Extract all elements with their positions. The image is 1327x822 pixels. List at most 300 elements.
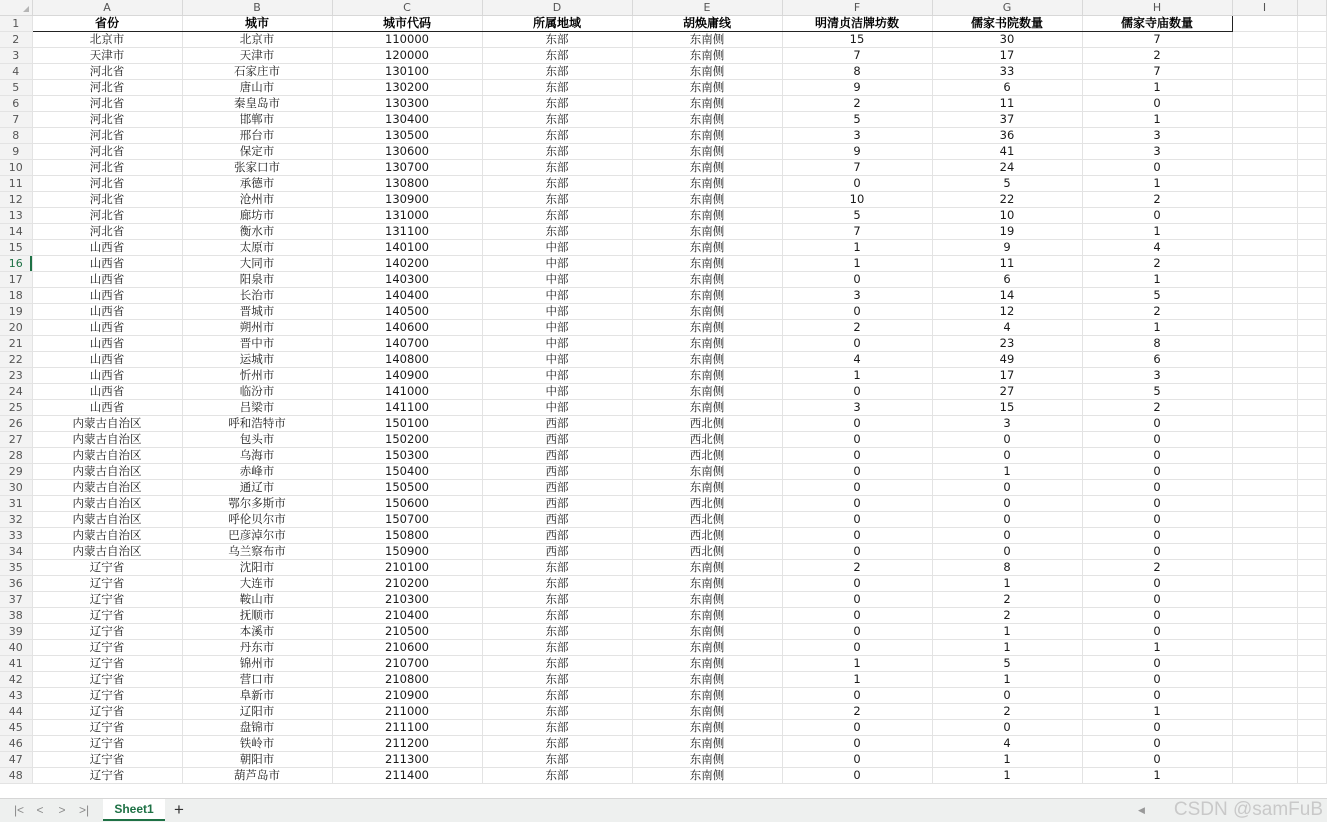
data-cell[interactable]: 210200 bbox=[332, 576, 482, 592]
data-cell[interactable]: 东南侧 bbox=[632, 768, 782, 784]
row-number[interactable]: 16 bbox=[0, 256, 32, 272]
data-cell[interactable]: 东南侧 bbox=[632, 304, 782, 320]
data-cell[interactable]: 中部 bbox=[482, 304, 632, 320]
data-cell[interactable]: 150500 bbox=[332, 480, 482, 496]
data-cell[interactable]: 210500 bbox=[332, 624, 482, 640]
data-cell[interactable]: 东南侧 bbox=[632, 656, 782, 672]
row-number[interactable]: 38 bbox=[0, 608, 32, 624]
row-number[interactable]: 11 bbox=[0, 176, 32, 192]
data-cell[interactable]: 东南侧 bbox=[632, 336, 782, 352]
data-cell[interactable]: 0 bbox=[932, 720, 1082, 736]
data-cell[interactable]: 东部 bbox=[482, 128, 632, 144]
data-cell[interactable]: 6 bbox=[932, 80, 1082, 96]
column-header-blank[interactable] bbox=[1297, 0, 1327, 16]
row-number[interactable]: 12 bbox=[0, 192, 32, 208]
data-cell[interactable]: 130800 bbox=[332, 176, 482, 192]
data-cell[interactable]: 西部 bbox=[482, 416, 632, 432]
header-cell[interactable]: 城市代码 bbox=[332, 16, 482, 32]
data-cell[interactable]: 130200 bbox=[332, 80, 482, 96]
empty-cell[interactable] bbox=[1232, 32, 1297, 48]
data-cell[interactable]: 河北省 bbox=[32, 176, 182, 192]
data-cell[interactable]: 东南侧 bbox=[632, 464, 782, 480]
data-cell[interactable]: 1 bbox=[782, 240, 932, 256]
data-cell[interactable]: 长治市 bbox=[182, 288, 332, 304]
column-header-a[interactable]: A bbox=[32, 0, 182, 16]
data-cell[interactable]: 130400 bbox=[332, 112, 482, 128]
data-cell[interactable]: 保定市 bbox=[182, 144, 332, 160]
data-cell[interactable]: 4 bbox=[782, 352, 932, 368]
empty-cell[interactable] bbox=[1297, 144, 1327, 160]
data-cell[interactable]: 东南侧 bbox=[632, 48, 782, 64]
row-number[interactable]: 35 bbox=[0, 560, 32, 576]
empty-cell[interactable] bbox=[1297, 592, 1327, 608]
data-cell[interactable]: 大同市 bbox=[182, 256, 332, 272]
data-cell[interactable]: 内蒙古自治区 bbox=[32, 528, 182, 544]
data-cell[interactable]: 0 bbox=[782, 528, 932, 544]
data-cell[interactable]: 110000 bbox=[332, 32, 482, 48]
data-cell[interactable]: 14 bbox=[932, 288, 1082, 304]
column-header-h[interactable]: H bbox=[1082, 0, 1232, 16]
data-cell[interactable]: 东部 bbox=[482, 640, 632, 656]
data-cell[interactable]: 1 bbox=[1082, 272, 1232, 288]
row-number[interactable]: 21 bbox=[0, 336, 32, 352]
column-header-e[interactable]: E bbox=[632, 0, 782, 16]
empty-cell[interactable] bbox=[1297, 176, 1327, 192]
row-number[interactable]: 39 bbox=[0, 624, 32, 640]
data-cell[interactable]: 3 bbox=[1082, 128, 1232, 144]
row-number[interactable]: 14 bbox=[0, 224, 32, 240]
data-cell[interactable]: 东南侧 bbox=[632, 736, 782, 752]
data-cell[interactable]: 30 bbox=[932, 32, 1082, 48]
data-cell[interactable]: 河北省 bbox=[32, 96, 182, 112]
data-cell[interactable]: 晋中市 bbox=[182, 336, 332, 352]
data-cell[interactable]: 15 bbox=[932, 400, 1082, 416]
row-number[interactable]: 27 bbox=[0, 432, 32, 448]
data-cell[interactable]: 5 bbox=[782, 112, 932, 128]
empty-cell[interactable] bbox=[1232, 464, 1297, 480]
data-cell[interactable]: 36 bbox=[932, 128, 1082, 144]
data-cell[interactable]: 鄂尔多斯市 bbox=[182, 496, 332, 512]
data-cell[interactable]: 石家庄市 bbox=[182, 64, 332, 80]
data-cell[interactable]: 西北侧 bbox=[632, 432, 782, 448]
data-cell[interactable]: 131000 bbox=[332, 208, 482, 224]
empty-cell[interactable] bbox=[1232, 144, 1297, 160]
empty-cell[interactable] bbox=[1297, 496, 1327, 512]
data-cell[interactable]: 东南侧 bbox=[632, 592, 782, 608]
data-cell[interactable]: 10 bbox=[782, 192, 932, 208]
empty-cell[interactable] bbox=[1232, 336, 1297, 352]
empty-cell[interactable] bbox=[1232, 528, 1297, 544]
row-number[interactable]: 3 bbox=[0, 48, 32, 64]
data-cell[interactable]: 东部 bbox=[482, 160, 632, 176]
data-cell[interactable]: 0 bbox=[1082, 480, 1232, 496]
data-cell[interactable]: 辽宁省 bbox=[32, 576, 182, 592]
empty-cell[interactable] bbox=[1297, 672, 1327, 688]
data-cell[interactable]: 承德市 bbox=[182, 176, 332, 192]
data-cell[interactable]: 东部 bbox=[482, 176, 632, 192]
empty-cell[interactable] bbox=[1297, 688, 1327, 704]
data-cell[interactable]: 5 bbox=[782, 208, 932, 224]
data-cell[interactable]: 7 bbox=[782, 48, 932, 64]
data-cell[interactable]: 5 bbox=[1082, 384, 1232, 400]
data-cell[interactable]: 东南侧 bbox=[632, 352, 782, 368]
data-cell[interactable]: 东南侧 bbox=[632, 608, 782, 624]
data-cell[interactable]: 秦皇岛市 bbox=[182, 96, 332, 112]
data-cell[interactable]: 内蒙古自治区 bbox=[32, 416, 182, 432]
row-number[interactable]: 25 bbox=[0, 400, 32, 416]
data-cell[interactable]: 辽宁省 bbox=[32, 736, 182, 752]
data-cell[interactable]: 东部 bbox=[482, 592, 632, 608]
data-cell[interactable]: 呼伦贝尔市 bbox=[182, 512, 332, 528]
data-cell[interactable]: 131100 bbox=[332, 224, 482, 240]
data-cell[interactable]: 150100 bbox=[332, 416, 482, 432]
data-cell[interactable]: 中部 bbox=[482, 400, 632, 416]
row-number[interactable]: 34 bbox=[0, 544, 32, 560]
data-cell[interactable]: 中部 bbox=[482, 384, 632, 400]
data-cell[interactable]: 0 bbox=[782, 640, 932, 656]
row-number[interactable]: 24 bbox=[0, 384, 32, 400]
data-cell[interactable]: 东南侧 bbox=[632, 208, 782, 224]
data-cell[interactable]: 东南侧 bbox=[632, 80, 782, 96]
data-cell[interactable]: 0 bbox=[932, 448, 1082, 464]
data-cell[interactable]: 0 bbox=[1082, 496, 1232, 512]
data-cell[interactable]: 东南侧 bbox=[632, 32, 782, 48]
data-cell[interactable]: 辽宁省 bbox=[32, 608, 182, 624]
empty-cell[interactable] bbox=[1297, 384, 1327, 400]
data-cell[interactable]: 1 bbox=[1082, 224, 1232, 240]
data-cell[interactable]: 0 bbox=[782, 480, 932, 496]
empty-cell[interactable] bbox=[1297, 560, 1327, 576]
data-cell[interactable]: 辽宁省 bbox=[32, 640, 182, 656]
data-cell[interactable]: 西北侧 bbox=[632, 448, 782, 464]
data-cell[interactable]: 东南侧 bbox=[632, 720, 782, 736]
empty-cell[interactable] bbox=[1232, 48, 1297, 64]
data-cell[interactable]: 辽宁省 bbox=[32, 560, 182, 576]
data-cell[interactable]: 呼和浩特市 bbox=[182, 416, 332, 432]
data-cell[interactable]: 0 bbox=[782, 624, 932, 640]
row-number[interactable]: 9 bbox=[0, 144, 32, 160]
data-cell[interactable]: 0 bbox=[932, 544, 1082, 560]
data-cell[interactable]: 3 bbox=[782, 128, 932, 144]
data-cell[interactable]: 中部 bbox=[482, 240, 632, 256]
data-cell[interactable]: 0 bbox=[1082, 736, 1232, 752]
data-cell[interactable]: 140400 bbox=[332, 288, 482, 304]
data-cell[interactable]: 乌兰察布市 bbox=[182, 544, 332, 560]
first-sheet-button[interactable]: |< bbox=[13, 803, 25, 817]
data-cell[interactable]: 9 bbox=[782, 80, 932, 96]
data-cell[interactable]: 2 bbox=[932, 592, 1082, 608]
data-cell[interactable]: 东南侧 bbox=[632, 224, 782, 240]
header-cell[interactable]: 所属地域 bbox=[482, 16, 632, 32]
data-cell[interactable]: 东南侧 bbox=[632, 688, 782, 704]
empty-cell[interactable] bbox=[1232, 320, 1297, 336]
data-cell[interactable]: 0 bbox=[1082, 416, 1232, 432]
data-cell[interactable]: 山西省 bbox=[32, 240, 182, 256]
data-cell[interactable]: 1 bbox=[1082, 80, 1232, 96]
data-cell[interactable]: 吕梁市 bbox=[182, 400, 332, 416]
row-number[interactable]: 28 bbox=[0, 448, 32, 464]
data-cell[interactable]: 中部 bbox=[482, 336, 632, 352]
row-number[interactable]: 41 bbox=[0, 656, 32, 672]
data-cell[interactable]: 210100 bbox=[332, 560, 482, 576]
data-cell[interactable]: 0 bbox=[782, 272, 932, 288]
data-cell[interactable]: 天津市 bbox=[32, 48, 182, 64]
header-cell[interactable]: 儒家书院数量 bbox=[932, 16, 1082, 32]
data-cell[interactable]: 150900 bbox=[332, 544, 482, 560]
row-number[interactable]: 2 bbox=[0, 32, 32, 48]
data-cell[interactable]: 晋城市 bbox=[182, 304, 332, 320]
data-cell[interactable]: 东南侧 bbox=[632, 240, 782, 256]
data-cell[interactable]: 211100 bbox=[332, 720, 482, 736]
empty-cell[interactable] bbox=[1232, 160, 1297, 176]
data-cell[interactable]: 0 bbox=[1082, 96, 1232, 112]
data-cell[interactable]: 19 bbox=[932, 224, 1082, 240]
data-cell[interactable]: 忻州市 bbox=[182, 368, 332, 384]
data-cell[interactable]: 东南侧 bbox=[632, 368, 782, 384]
empty-cell[interactable] bbox=[1297, 624, 1327, 640]
empty-cell[interactable] bbox=[1232, 752, 1297, 768]
data-cell[interactable]: 1 bbox=[932, 640, 1082, 656]
empty-cell[interactable] bbox=[1297, 448, 1327, 464]
row-number[interactable]: 26 bbox=[0, 416, 32, 432]
data-cell[interactable]: 130500 bbox=[332, 128, 482, 144]
data-cell[interactable]: 营口市 bbox=[182, 672, 332, 688]
scroll-left-icon[interactable]: ◀ bbox=[1138, 805, 1145, 815]
empty-cell[interactable] bbox=[1297, 256, 1327, 272]
empty-cell[interactable] bbox=[1232, 576, 1297, 592]
column-header-g[interactable]: G bbox=[932, 0, 1082, 16]
data-cell[interactable]: 乌海市 bbox=[182, 448, 332, 464]
data-cell[interactable]: 东部 bbox=[482, 224, 632, 240]
row-number[interactable]: 5 bbox=[0, 80, 32, 96]
data-cell[interactable]: 1 bbox=[932, 576, 1082, 592]
data-cell[interactable]: 8 bbox=[1082, 336, 1232, 352]
data-cell[interactable]: 东部 bbox=[482, 736, 632, 752]
data-cell[interactable]: 内蒙古自治区 bbox=[32, 496, 182, 512]
data-cell[interactable]: 0 bbox=[1082, 576, 1232, 592]
empty-cell[interactable] bbox=[1232, 656, 1297, 672]
data-cell[interactable]: 内蒙古自治区 bbox=[32, 432, 182, 448]
data-cell[interactable]: 东部 bbox=[482, 64, 632, 80]
data-cell[interactable]: 西部 bbox=[482, 448, 632, 464]
data-cell[interactable]: 辽宁省 bbox=[32, 752, 182, 768]
empty-cell[interactable] bbox=[1232, 544, 1297, 560]
data-cell[interactable]: 内蒙古自治区 bbox=[32, 448, 182, 464]
row-number[interactable]: 1 bbox=[0, 16, 32, 32]
empty-cell[interactable] bbox=[1232, 416, 1297, 432]
data-cell[interactable]: 0 bbox=[782, 384, 932, 400]
row-number[interactable]: 47 bbox=[0, 752, 32, 768]
data-cell[interactable]: 140200 bbox=[332, 256, 482, 272]
data-cell[interactable]: 0 bbox=[1082, 688, 1232, 704]
column-header-i[interactable]: I bbox=[1232, 0, 1297, 16]
data-cell[interactable]: 140500 bbox=[332, 304, 482, 320]
data-cell[interactable]: 2 bbox=[782, 704, 932, 720]
data-cell[interactable]: 24 bbox=[932, 160, 1082, 176]
empty-cell[interactable] bbox=[1297, 80, 1327, 96]
data-cell[interactable]: 3 bbox=[1082, 144, 1232, 160]
row-number[interactable]: 13 bbox=[0, 208, 32, 224]
data-cell[interactable]: 河北省 bbox=[32, 128, 182, 144]
empty-cell[interactable] bbox=[1297, 704, 1327, 720]
row-number[interactable]: 6 bbox=[0, 96, 32, 112]
empty-cell[interactable] bbox=[1297, 608, 1327, 624]
data-cell[interactable]: 辽宁省 bbox=[32, 624, 182, 640]
data-cell[interactable]: 211200 bbox=[332, 736, 482, 752]
data-cell[interactable]: 0 bbox=[782, 544, 932, 560]
data-cell[interactable]: 1 bbox=[1082, 112, 1232, 128]
empty-cell[interactable] bbox=[1232, 224, 1297, 240]
data-cell[interactable]: 140600 bbox=[332, 320, 482, 336]
data-cell[interactable]: 8 bbox=[932, 560, 1082, 576]
data-cell[interactable]: 37 bbox=[932, 112, 1082, 128]
empty-cell[interactable] bbox=[1297, 128, 1327, 144]
data-cell[interactable]: 东南侧 bbox=[632, 272, 782, 288]
data-cell[interactable]: 0 bbox=[782, 608, 932, 624]
data-cell[interactable]: 0 bbox=[782, 176, 932, 192]
empty-cell[interactable] bbox=[1232, 272, 1297, 288]
empty-cell[interactable] bbox=[1232, 688, 1297, 704]
data-cell[interactable]: 0 bbox=[1082, 656, 1232, 672]
data-cell[interactable]: 东部 bbox=[482, 96, 632, 112]
data-cell[interactable]: 山西省 bbox=[32, 320, 182, 336]
data-cell[interactable]: 1 bbox=[1082, 176, 1232, 192]
empty-cell[interactable] bbox=[1297, 32, 1327, 48]
data-cell[interactable]: 2 bbox=[1082, 192, 1232, 208]
data-cell[interactable]: 河北省 bbox=[32, 80, 182, 96]
data-cell[interactable]: 3 bbox=[1082, 368, 1232, 384]
data-cell[interactable]: 西部 bbox=[482, 464, 632, 480]
data-cell[interactable]: 内蒙古自治区 bbox=[32, 464, 182, 480]
data-cell[interactable]: 东南侧 bbox=[632, 64, 782, 80]
empty-cell[interactable] bbox=[1297, 160, 1327, 176]
data-cell[interactable]: 0 bbox=[782, 576, 932, 592]
empty-cell[interactable] bbox=[1232, 192, 1297, 208]
empty-cell[interactable] bbox=[1297, 368, 1327, 384]
data-cell[interactable]: 0 bbox=[782, 464, 932, 480]
data-cell[interactable]: 抚顺市 bbox=[182, 608, 332, 624]
empty-cell[interactable] bbox=[1297, 480, 1327, 496]
data-cell[interactable]: 山西省 bbox=[32, 368, 182, 384]
data-cell[interactable]: 东部 bbox=[482, 48, 632, 64]
data-cell[interactable]: 211300 bbox=[332, 752, 482, 768]
data-cell[interactable]: 0 bbox=[1082, 464, 1232, 480]
empty-cell[interactable] bbox=[1232, 608, 1297, 624]
empty-cell[interactable] bbox=[1232, 736, 1297, 752]
empty-cell[interactable] bbox=[1232, 768, 1297, 784]
data-cell[interactable]: 140900 bbox=[332, 368, 482, 384]
data-cell[interactable]: 11 bbox=[932, 96, 1082, 112]
last-sheet-button[interactable]: >| bbox=[78, 803, 90, 817]
empty-cell[interactable] bbox=[1297, 272, 1327, 288]
data-cell[interactable]: 0 bbox=[1082, 208, 1232, 224]
data-cell[interactable]: 22 bbox=[932, 192, 1082, 208]
empty-cell[interactable] bbox=[1297, 240, 1327, 256]
row-number[interactable]: 37 bbox=[0, 592, 32, 608]
data-cell[interactable]: 211000 bbox=[332, 704, 482, 720]
empty-cell[interactable] bbox=[1297, 528, 1327, 544]
data-cell[interactable]: 丹东市 bbox=[182, 640, 332, 656]
row-number[interactable]: 46 bbox=[0, 736, 32, 752]
row-number[interactable]: 22 bbox=[0, 352, 32, 368]
data-cell[interactable]: 运城市 bbox=[182, 352, 332, 368]
data-cell[interactable]: 中部 bbox=[482, 320, 632, 336]
header-cell[interactable]: 儒家寺庙数量 bbox=[1082, 16, 1232, 32]
empty-cell[interactable] bbox=[1297, 736, 1327, 752]
column-header-d[interactable]: D bbox=[482, 0, 632, 16]
empty-cell[interactable] bbox=[1297, 656, 1327, 672]
row-number[interactable]: 30 bbox=[0, 480, 32, 496]
data-cell[interactable]: 0 bbox=[782, 304, 932, 320]
data-cell[interactable]: 0 bbox=[1082, 608, 1232, 624]
data-cell[interactable]: 0 bbox=[1082, 544, 1232, 560]
data-cell[interactable]: 1 bbox=[932, 752, 1082, 768]
column-header-c[interactable]: C bbox=[332, 0, 482, 16]
data-cell[interactable]: 东南侧 bbox=[632, 256, 782, 272]
data-cell[interactable]: 0 bbox=[932, 480, 1082, 496]
data-cell[interactable]: 东南侧 bbox=[632, 288, 782, 304]
data-cell[interactable]: 150800 bbox=[332, 528, 482, 544]
data-cell[interactable]: 河北省 bbox=[32, 160, 182, 176]
data-cell[interactable]: 山西省 bbox=[32, 336, 182, 352]
data-cell[interactable]: 西部 bbox=[482, 544, 632, 560]
data-cell[interactable]: 东南侧 bbox=[632, 320, 782, 336]
data-cell[interactable]: 2 bbox=[1082, 400, 1232, 416]
data-cell[interactable]: 唐山市 bbox=[182, 80, 332, 96]
data-cell[interactable]: 0 bbox=[782, 496, 932, 512]
data-cell[interactable]: 0 bbox=[782, 592, 932, 608]
data-cell[interactable]: 衡水市 bbox=[182, 224, 332, 240]
data-cell[interactable]: 0 bbox=[1082, 720, 1232, 736]
data-cell[interactable]: 西部 bbox=[482, 512, 632, 528]
data-cell[interactable]: 1 bbox=[1082, 640, 1232, 656]
data-cell[interactable]: 大连市 bbox=[182, 576, 332, 592]
row-number[interactable]: 20 bbox=[0, 320, 32, 336]
empty-cell[interactable] bbox=[1297, 512, 1327, 528]
data-cell[interactable]: 0 bbox=[782, 416, 932, 432]
data-cell[interactable]: 东南侧 bbox=[632, 192, 782, 208]
data-cell[interactable]: 通辽市 bbox=[182, 480, 332, 496]
data-cell[interactable]: 2 bbox=[1082, 560, 1232, 576]
data-cell[interactable]: 张家口市 bbox=[182, 160, 332, 176]
data-cell[interactable]: 49 bbox=[932, 352, 1082, 368]
empty-cell[interactable] bbox=[1297, 64, 1327, 80]
data-cell[interactable]: 2 bbox=[782, 96, 932, 112]
empty-cell[interactable] bbox=[1232, 16, 1297, 32]
data-cell[interactable]: 东南侧 bbox=[632, 576, 782, 592]
empty-cell[interactable] bbox=[1297, 336, 1327, 352]
data-cell[interactable]: 0 bbox=[1082, 752, 1232, 768]
data-cell[interactable]: 0 bbox=[782, 336, 932, 352]
data-cell[interactable]: 赤峰市 bbox=[182, 464, 332, 480]
row-number[interactable]: 44 bbox=[0, 704, 32, 720]
data-cell[interactable]: 1 bbox=[782, 368, 932, 384]
data-cell[interactable]: 东南侧 bbox=[632, 752, 782, 768]
data-cell[interactable]: 东南侧 bbox=[632, 672, 782, 688]
data-cell[interactable]: 东南侧 bbox=[632, 176, 782, 192]
data-cell[interactable]: 17 bbox=[932, 368, 1082, 384]
empty-cell[interactable] bbox=[1232, 560, 1297, 576]
data-cell[interactable]: 0 bbox=[932, 528, 1082, 544]
data-cell[interactable]: 西北侧 bbox=[632, 416, 782, 432]
header-cell[interactable]: 城市 bbox=[182, 16, 332, 32]
data-cell[interactable]: 山西省 bbox=[32, 384, 182, 400]
data-cell[interactable]: 东南侧 bbox=[632, 96, 782, 112]
empty-cell[interactable] bbox=[1232, 640, 1297, 656]
data-cell[interactable]: 山西省 bbox=[32, 304, 182, 320]
data-cell[interactable]: 0 bbox=[782, 768, 932, 784]
data-cell[interactable]: 内蒙古自治区 bbox=[32, 512, 182, 528]
